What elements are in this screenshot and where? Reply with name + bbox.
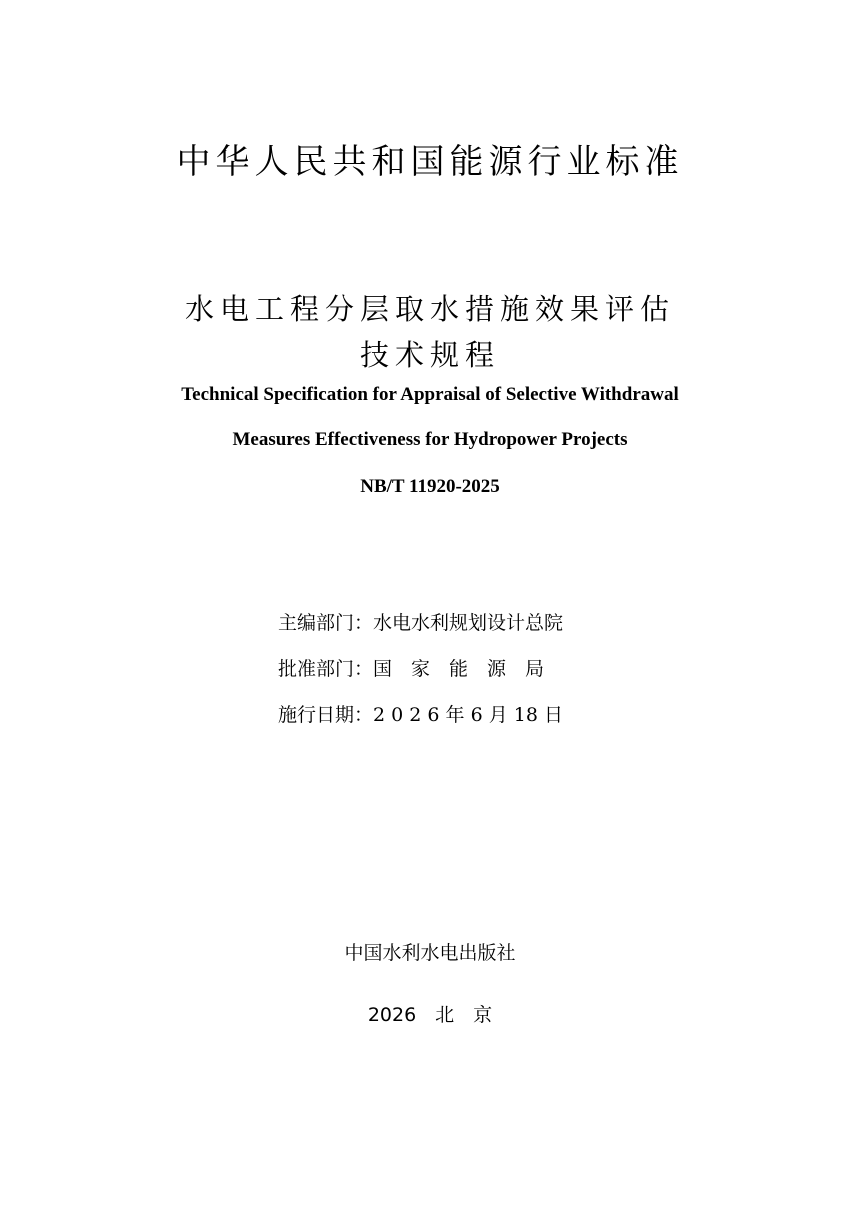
- effective-date-row: [278, 700, 563, 727]
- title-chinese-line-2: 技术规程: [359, 338, 500, 372]
- approver-department-value: 国 家 能 源 局: [373, 658, 545, 680]
- editor-department-row: [278, 608, 563, 635]
- editor-department-label: 主编部门：: [278, 612, 374, 634]
- approver-department-label: 批准部门：: [278, 658, 374, 680]
- publication-place-year: 2026 北 京: [367, 1004, 493, 1026]
- title-english-line-1: Technical Specification for Appraisal of Selective Withdrawal: [181, 384, 679, 405]
- editor-department-value: 水电水利规划设计总院: [373, 612, 564, 634]
- title-english-line-2: Measures Effectiveness for Hydropower Projects: [232, 429, 628, 450]
- approver-department-row: [278, 654, 544, 681]
- standard-number: NB/T 11920-2025: [360, 476, 500, 497]
- standard-category-header: 中华人民共和国能源行业标准: [176, 142, 684, 182]
- title-chinese-line-1: 水电工程分层取水措施效果评估: [184, 292, 675, 326]
- effective-date-label: 施行日期：: [278, 704, 374, 726]
- effective-date-value: 2 0 2 6 年 6 月 18 日: [373, 704, 563, 726]
- publisher-name: 中国水利水电出版社: [344, 942, 516, 964]
